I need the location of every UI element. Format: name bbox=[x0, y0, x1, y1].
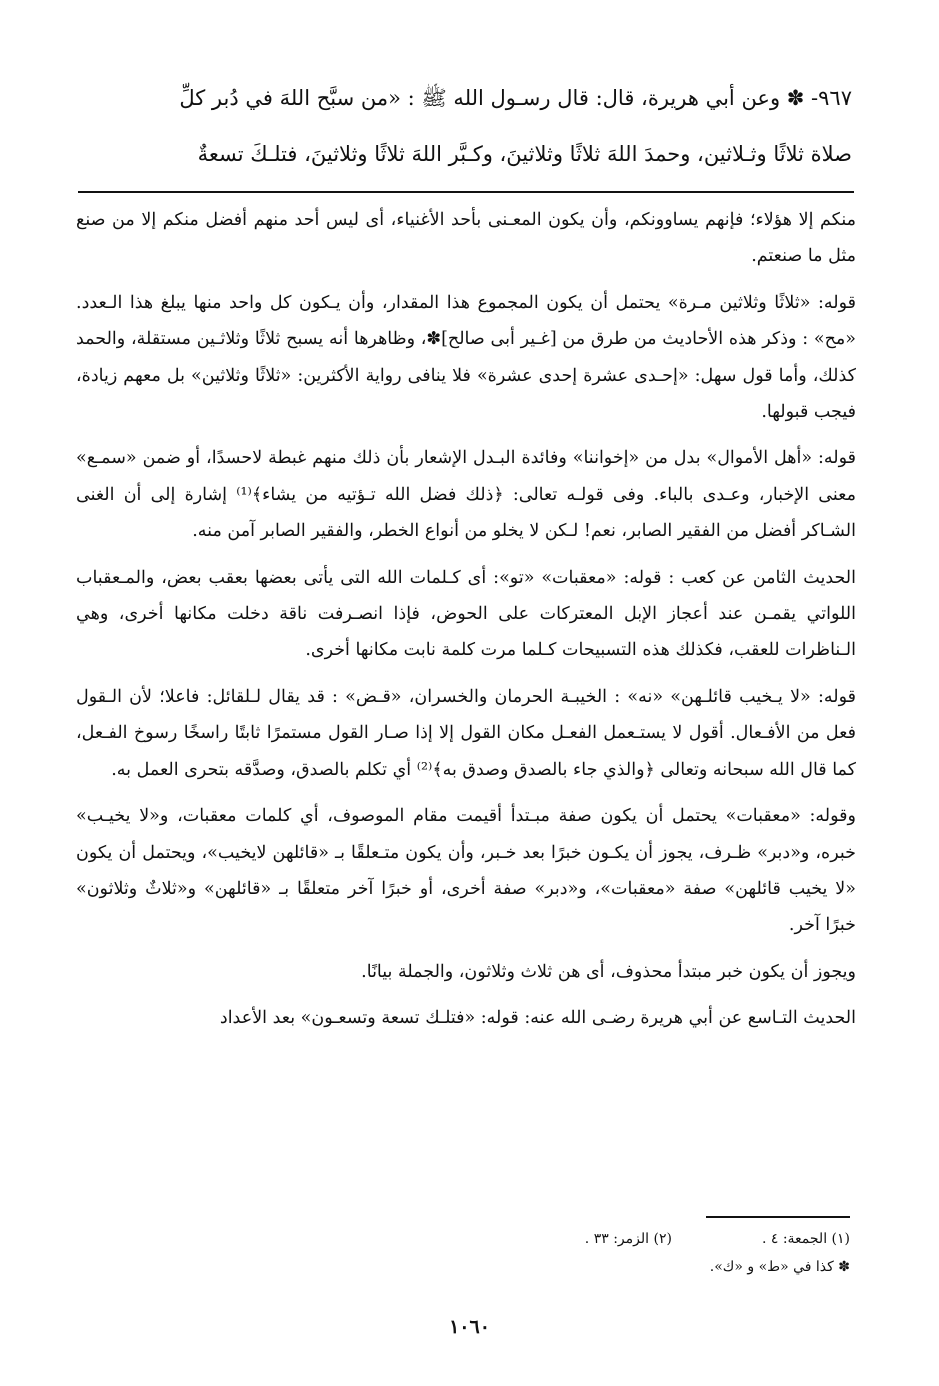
page-number: ١٠٦٠ bbox=[449, 1316, 490, 1338]
commentary-paragraph: قوله: «ثلاثًا وثلاثين مـرة» يحتمل أن يكون المجموع هذا المقدار، وأن يـكون كل واحد منها يبلغ هذا الـعدد. «مح» : وذكر هذه الأحاديث من طرق من [غـير أبى صالح]✽، وظاهرها أنه يسبح ثلاثًا وثلاثـين مستقلة، والحمد كذلك، وأما قول سهل: «إحـدى عشرة إحدى عشرة» فلا ينافى رواية الأكثرين: «ثلاثًا وثلاثين» بل معهم زيادة، فيجب قبولها. bbox=[76, 292, 856, 423]
commentary-paragraph: منكم إلا هؤلاء؛ فإنهم يساوونكم، وأن يكون المعـنى بأحد الأغنياء، أى ليس أحد منهم أفضل منكم إلا من صنع مثل ما صنعتم. bbox=[76, 210, 856, 267]
hadith-line-1: ٩٦٧- ✽ وعن أبي هريرة، قال: قال رسـول الله ﷺ : «من سبَّح اللهَ في دُبر كلِّ bbox=[179, 86, 852, 110]
footnote-2: (٢) الزمر: ٣٣ . bbox=[584, 1231, 672, 1247]
commentary-paragraph: وقوله: «معقبات» يحتمل أن يكون صفة مبـتدأ أقيمت مقام الموصوف، أي كلمات معقبات، و«لا يخيـب» خبره، و«دبر» ظـرف، يجوز أن يكـون خبرًا بعد خـبر، وأن يكون متـعلقًا بـ «قائلهن لايخيب»، ويحتمل أن يكون «لا يخيب قائلهن» صفة «معقبات»، و«دبر» صفة أخرى، أو خبرًا آخر متعلقًا بـ «قائلهن» و«ثلاثٌ وثلاثون» خبرًا آخر. bbox=[76, 806, 856, 936]
footnote-star: ✽ كذا في «ط» و «ك». bbox=[709, 1259, 850, 1275]
commentary-block bbox=[76, 202, 856, 1047]
footnote-row bbox=[380, 1225, 850, 1253]
commentary-paragraph: قوله: «لا يـخيب قائلـهن» «نه» : الخيبـة الحرمان والخسران، «قـض» : قد يقال لـلقائل: فاعلا؛ لأن الـقول فعل من الأفـعال. أقول لا يستـعمل الفعـل مكان القول إلا إذا صـار القول مستمرًا ثابتًا راسخًا رسوخ الفـعل، كما قال الله سبحانه وتعالى ﴿والذي جاء بالصدق وصدق به﴾⁽²⁾ أي تكلم بالصدق، وصدَّقه بتحرى العمل به. bbox=[76, 686, 856, 780]
hadith-block bbox=[72, 70, 852, 182]
commentary-paragraph: الحديث الثامن عن كعب : قوله: «معقبات» «تو»: أى كـلمات الله التى يأتى بعضها بعقب بعض، والمـعقباب اللواتي يقمـن عند أعجاز الإبل المعتركات على الحوض، فإذا انصـرفت ناقة دخلت مكانها أخرى، وهي الـناظرات للعقب، فكذلك هذه التسبيحات كـلما مرت كلمة نابت مكانها أخرى. bbox=[76, 567, 856, 661]
commentary-paragraph: الحديث التـاسع عن أبي هريرة رضـى الله عنه: قوله: «فتلـك تسعة وتسعـون» بعد الأعداد bbox=[219, 1008, 856, 1029]
footnote-1: (١) الجمعة: ٤ . bbox=[761, 1231, 850, 1247]
separator-rule bbox=[78, 191, 854, 193]
commentary-paragraph: ويجوز أن يكون خبر مبتدأ محذوف، أى هن ثلاث وثلاثون، والجملة بيانًا. bbox=[361, 961, 856, 982]
footnote-rule bbox=[706, 1216, 850, 1218]
hadith-text bbox=[72, 70, 852, 182]
footnotes bbox=[380, 1225, 850, 1281]
commentary-paragraph: قوله: «أهل الأموال» بدل من «إخواننا» وفائدة البـدل الإشعار بأن ذلك منهم غبطة لاحسدًا، أو ضمن «سمـع» معنى الإخبار، وعـدى بالباء. وفى قولـه تعالى: ﴿ذلك فضل الله تـؤتيه من يشاء﴾⁽¹⁾ إشارة إلى أن الغنى الشـاكر أفضل من الفقير الصابر، نعم! لـكن لا يخلو من أنواع الخطر، والفقير الصابر آمن منه. bbox=[76, 448, 856, 542]
hadith-line-2: صلاة ثلاثًا وثـلاثين، وحمدَ اللهَ ثلاثًا وثلاثينَ، وكـبَّر اللهَ ثلاثًا وثلاثينَ، فتلـكَ تسعةٌ bbox=[197, 142, 852, 166]
